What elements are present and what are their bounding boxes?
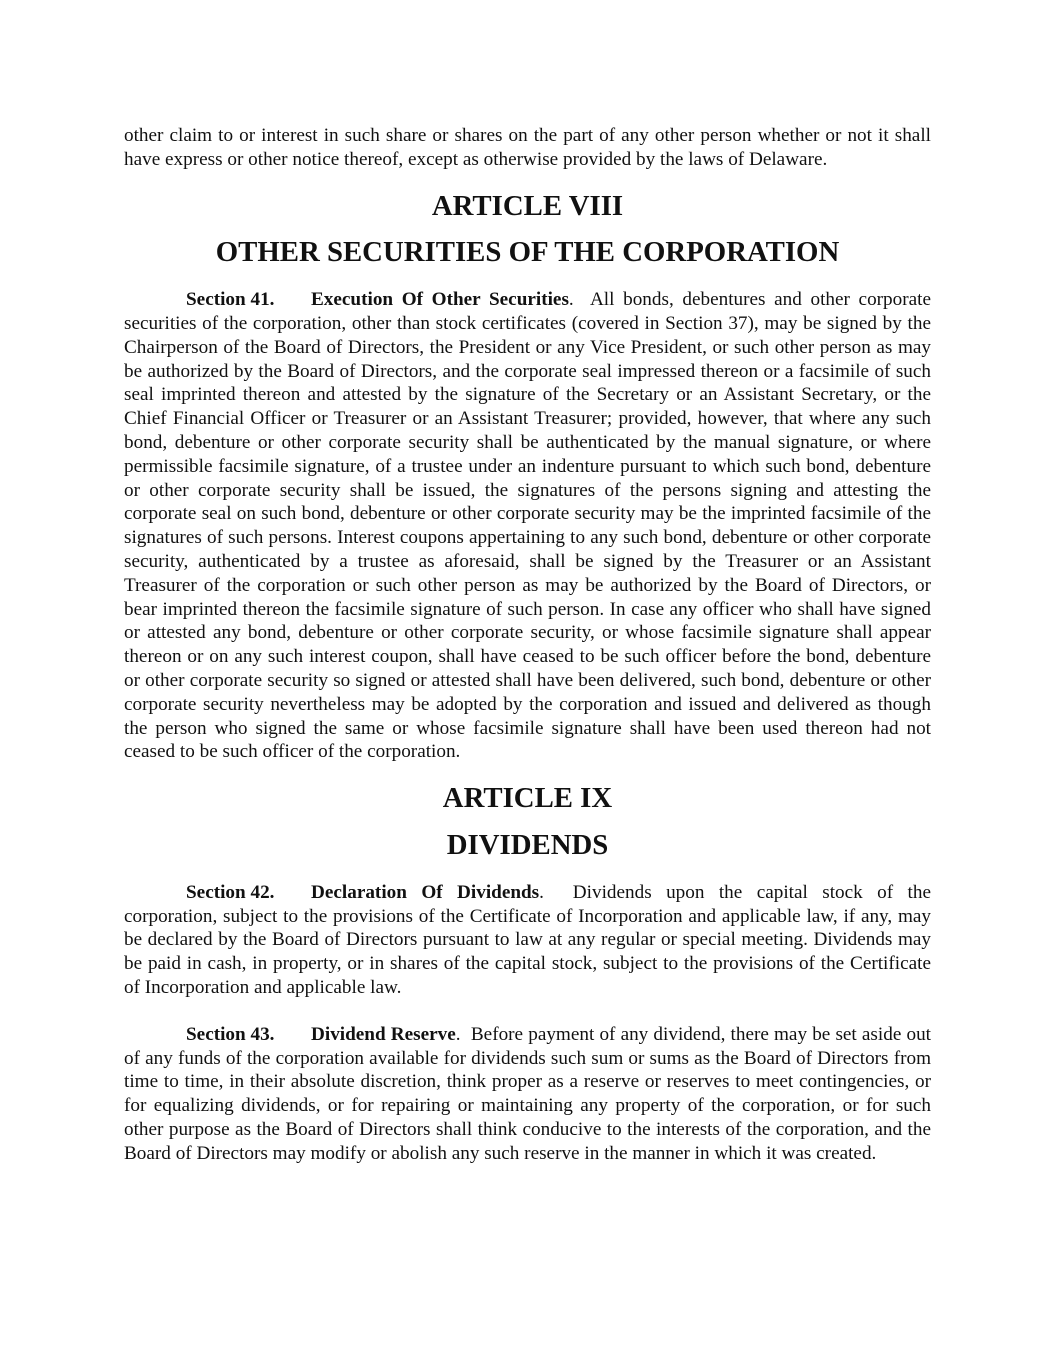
continued-paragraph: other claim to or interest in such share or shares on the part of any other person whether or not it shall have express or other notice thereof, except as otherwise provided by the laws of Delaware. [124, 125, 931, 170]
article-viii-label: ARTICLE VIII [431, 189, 624, 222]
section-42-title: Declaration Of Dividends [311, 881, 540, 903]
section-41-number: Section 41. [186, 289, 275, 311]
document-page [124, 124, 931, 1165]
section-43-paragraph: Section 43. Dividend Reserve. Before payment of any dividend, there may be set aside out of any funds of the corporation available for dividends such sum or sums as the Board of Directors from time to time, in their absolute discretion, think proper as a reserve or reserves to meet contingencies, or for equalizing dividends, or for repairing or maintaining any property of the corporation, or for such other purpose as the Board of Directors shall think conducive to the interests of the corporation, and the Board of Directors may modify or abolish any such reserve in the manner in which it was created. [124, 1023, 932, 1164]
section-43-title: Dividend Reserve [311, 1023, 456, 1045]
section-42-number: Section 42. [186, 881, 275, 903]
article-ix-label: ARTICLE IX [442, 782, 613, 815]
section-41-title: Execution Of Other Securities [311, 289, 569, 311]
article-ix-title: DIVIDENDS [446, 828, 609, 861]
section-41-body: All bonds, debentures and other corporate securities of the corporation, other than stock certificates (covered in Section 37), may be signed by the Chairperson of the Board of Directors, the President or any Vice President, or such other person as may be authorized by the Board of Directors, and the corporate seal impressed thereon or a facsimile of such seal imprinted thereon and attested by the signature of the Secretary or an Assistant Secretary, or the Chief Financial Officer or Treasurer or an Assistant Treasurer; provided, however, that where any such bond, debenture or other corporate security shall be authenticated by the manual signature, or where permissible facsimile signature, of a trustee under an indenture pursuant to which such bond, debenture or other corporate security shall be issued, the signatures of the persons signing and attesting the corporate seal on such bond, debenture or other corporate security may be the imprinted facsimile of the signatures of such persons. Interest coupons appertaining to any such bond, debenture or other corporate security, authenticated by a trustee as aforesaid, shall be signed by the Treasurer or an Assistant Treasurer of the corporation or such other person as may be authorized by the Board of Directors, or bear imprinted thereon the facsimile signature of such person. In case any officer who shall have signed or attested any bond, debenture or other corporate security, or whose facsimile signature shall appear thereon or on any such interest coupon, shall have ceased to be such officer before the bond, debenture or other corporate security so signed or attested shall have been delivered, such bond, debenture or other corporate security nevertheless may be adopted by the corporation and issued and delivered as though the person who signed the same or whose facsimile signature shall have been used thereon had not ceased to be such officer of the corporation. [124, 289, 931, 763]
section-42-paragraph: Section 42. Declaration Of Dividends. Dividends upon the capital stock of the corporation, subject to the provisions of the Certificate of Incorporation and applicable law, if any, may be declared by the Board of Directors pursuant to law at any regular or special meeting. Dividends may be paid in cash, in property, or in shares of the capital stock, subject to the provisions of the Certificate of Incorporation and applicable law. [124, 881, 931, 998]
article-viii-title: OTHER SECURITIES OF THE CORPORATION [215, 236, 840, 269]
section-42-body: Dividends upon the capital stock of the corporation, subject to the provisions of the Certificate of Incorporation and applicable law, if any, may be declared by the Board of Directors pursuant to law at any regular or special meeting. Dividends may be paid in cash, in property, or in shares of the capital stock, subject to the provisions of the Certificate of Incorporation and applicable law. [124, 881, 931, 998]
section-43-body: Before payment of any dividend, there may be set aside out of any funds of the corporation available for dividends such sum or sums as the Board of Directors from time to time, in their absolute discretion, think proper as a reserve or reserves to meet contingencies, or for equalizing dividends, or for repairing or maintaining any property of the corporation, or for such other purpose as the Board of Directors shall think conducive to the interests of the corporation, and the Board of Directors may modify or abolish any such reserve in the manner in which it was created. [124, 1023, 932, 1164]
section-41-paragraph: Section 41. Execution Of Other Securities. All bonds, debentures and other corporate securities of the corporation, other than stock certificates (covered in Section 37), may be signed by the Chairperson of the Board of Directors, the President or any Vice President, or such other person as may be authorized by the Board of Directors, and the corporate seal impressed thereon or a facsimile of such seal imprinted thereon and attested by the signature of the Secretary or an Assistant Secretary, or the Chief Financial Officer or Treasurer or an Assistant Treasurer; provided, however, that where any such bond, debenture or other corporate security shall be authenticated by the manual signature, or where permissible facsimile signature, of a trustee under an indenture pursuant to which such bond, debenture or other corporate security shall be issued, the signatures of the persons signing and attesting the corporate seal on such bond, debenture or other corporate security may be the imprinted facsimile of the signatures of such persons. Interest coupons appertaining to any such bond, debenture or other corporate security, authenticated by a trustee as aforesaid, shall be signed by the Treasurer or an Assistant Treasurer of the corporation or such other person as may be authorized by the Board of Directors, or bear imprinted thereon the facsimile signature of such person. In case any officer who shall have signed or attested any bond, debenture or other corporate security, or whose facsimile signature shall appear thereon or on any such interest coupon, shall have ceased to be such officer before the bond, debenture or other corporate security so signed or attested shall have been delivered, such bond, debenture or other corporate security nevertheless may be adopted by the corporation and issued and delivered as though the person who signed the same or whose facsimile signature shall have been used thereon had not ceased to be such officer of the corporation. [124, 289, 931, 763]
section-43-number: Section 43. [186, 1023, 275, 1045]
